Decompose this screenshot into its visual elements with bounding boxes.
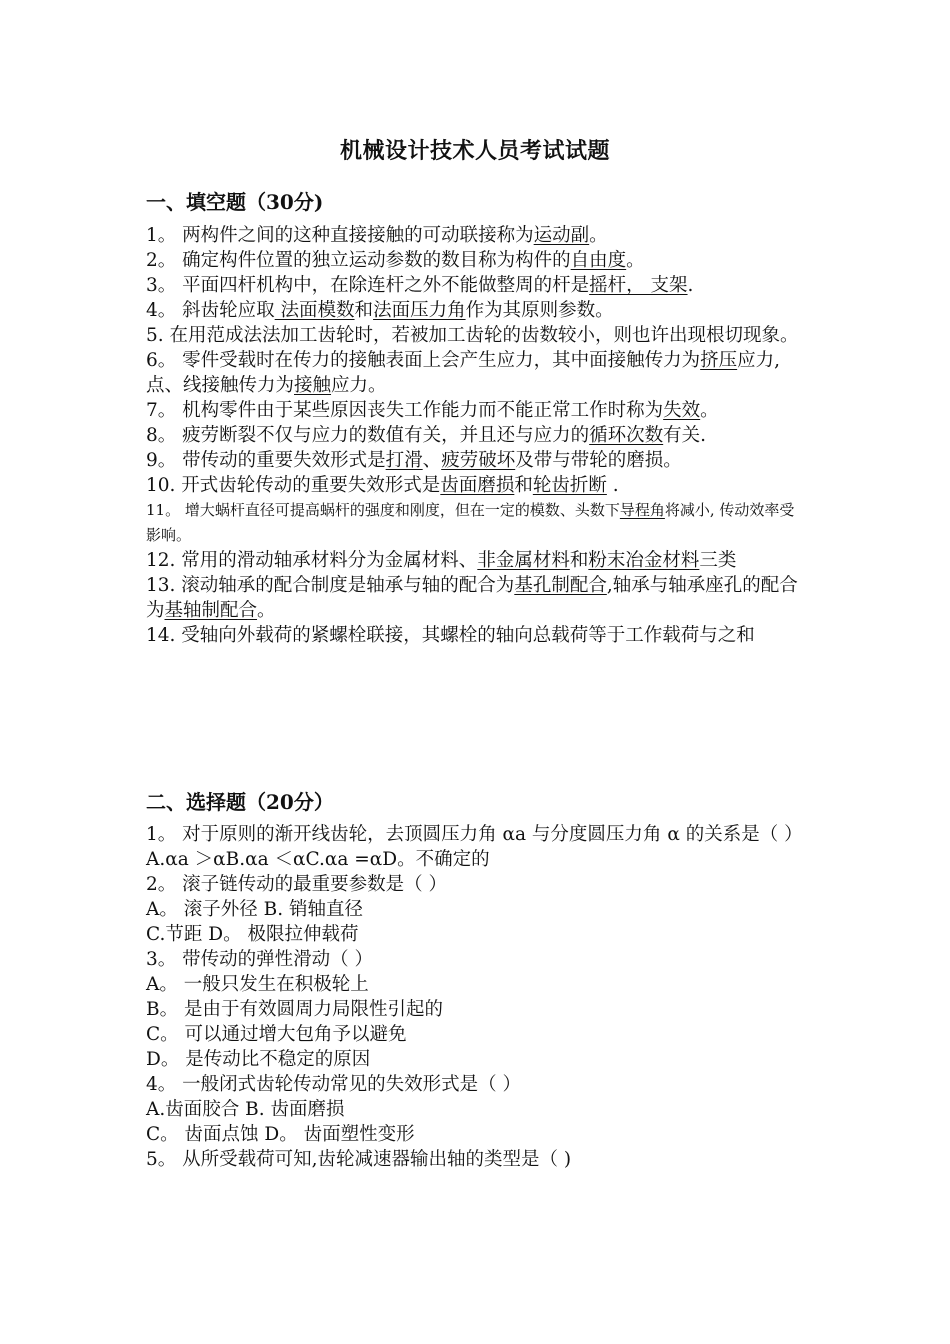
question-text: 和	[514, 475, 533, 496]
question-text: .	[606, 475, 619, 496]
question-text: 将减小, 传动效率受影响。	[146, 501, 795, 544]
choice-line: 2。 滚子链传动的最重要参数是（ ）	[146, 874, 448, 895]
answer-text: 粉末冶金材料	[588, 550, 700, 571]
question-text: 11。 增大蜗杆直径可提高蜗杆的强度和刚度，但在一定的模数、头数下	[146, 501, 620, 519]
question-text: 。	[257, 600, 276, 621]
choice-line: 1。 对于原则的渐开线齿轮，去顶圆压力角 αa 与分度圆压力角 α 的关系是（ ）	[146, 824, 803, 845]
question-text: 三类	[699, 550, 737, 571]
answer-text: 齿面磨损	[440, 475, 515, 496]
question-text: 1。 两构件之间的这种直接接触的可动联接称为	[146, 225, 534, 246]
question-text: 。	[700, 400, 719, 421]
question-text: 4。 斜齿轮应取	[146, 300, 275, 321]
question-text: 。	[589, 225, 608, 246]
answer-text: 失效	[663, 400, 701, 421]
question-item	[146, 223, 808, 248]
question-text: 及带与带轮的磨损。	[515, 450, 682, 471]
section-heading-multiple-choice: 二、选择题（20分）	[146, 790, 334, 814]
question-text: 5. 在用范成法法加工齿轮时，若被加工齿轮的齿数较小，则也许出现根切现象。	[146, 325, 799, 346]
fill-in-questions	[146, 223, 808, 648]
question-item	[146, 273, 808, 298]
question-item	[146, 573, 808, 623]
choice-line: A.αa ＞αB.αa ＜αC.αa =αD。不确定的	[146, 849, 490, 870]
question-text: 12. 常用的滑动轴承材料分为金属材料、	[146, 550, 478, 571]
choice-line: A。 一般只发生在积极轮上	[146, 974, 369, 995]
question-text: 和	[354, 300, 374, 321]
answer-text: 打滑	[385, 450, 423, 471]
multiple-choice-questions	[146, 822, 808, 1172]
choice-line: 4。 一般闭式齿轮传动常见的失效形式是（ ）	[146, 1074, 522, 1095]
answer-text: 基孔制配合	[514, 575, 607, 596]
answer-text: 运动副	[533, 225, 590, 246]
question-item	[146, 448, 808, 473]
choice-line: A。 滚子外径 B. 销轴直径	[146, 899, 363, 920]
question-item	[146, 548, 808, 573]
question-text: 和	[569, 550, 589, 571]
question-text: 。	[626, 250, 645, 271]
document-title: 机械设计技术人员考试试题	[339, 138, 610, 164]
choice-line: A.齿面胶合 B. 齿面磨损	[146, 1099, 345, 1120]
question-text: 作为其原则参数。	[465, 300, 614, 321]
question-item	[146, 398, 808, 423]
answer-text: 基轴制配合	[164, 600, 258, 621]
question-item	[146, 423, 808, 448]
question-text: 10. 开式齿轮传动的重要失效形式是	[146, 475, 441, 496]
question-text: 3。 平面四杆机构中，在除连杆之外不能做整周的杆是	[146, 275, 590, 296]
question-text: 13. 滚动轴承的配合制度是轴承与轴的配合为	[146, 575, 515, 596]
question-text: 9。 带传动的重要失效形式是	[146, 450, 386, 471]
question-item	[146, 248, 808, 273]
question-text: 6。 零件受载时在传力的接触表面上会产生应力，其中面接触传力为	[146, 350, 701, 371]
answer-text: 接触	[294, 375, 332, 396]
answer-text: 导程角	[619, 501, 665, 519]
question-item	[146, 498, 808, 548]
choice-line: C.节距 D。 极限拉伸载荷	[146, 924, 359, 945]
question-text: 应力。	[331, 375, 387, 396]
question-text: .	[687, 275, 694, 296]
question-text: 8。 疲劳断裂不仅与应力的数值有关，并且还与应力的	[146, 425, 590, 446]
question-text: 有关.	[663, 425, 707, 446]
answer-text: 法面压力角	[373, 300, 466, 321]
choice-line: C。 可以通过增大包角予以避免	[146, 1024, 407, 1045]
choice-line: 5。 从所受载荷可知,齿轮减速器输出轴的类型是（ )	[146, 1149, 572, 1170]
question-text: ,轴承与轴承座孔的配合为	[146, 575, 798, 621]
question-item	[146, 473, 808, 498]
answer-text: 自由度	[570, 250, 627, 271]
choice-line: 3。 带传动的弹性滑动（ ）	[146, 949, 374, 970]
answer-text: 轮齿折断	[532, 475, 607, 496]
answer-text: 法面模数	[274, 300, 355, 321]
question-item	[146, 348, 808, 398]
question-text: 14. 受轴向外载荷的紧螺栓联接，其螺栓的轴向总载荷等于工作载荷与之和	[146, 625, 755, 646]
choice-line: C。 齿面点蚀 D。 齿面塑性变形	[146, 1124, 415, 1145]
question-item	[146, 298, 808, 323]
question-text: 、	[422, 450, 442, 471]
answer-text: 非金属材料	[477, 550, 570, 571]
question-text: 2。 确定构件位置的独立运动参数的数目称为构件的	[146, 250, 571, 271]
section-heading-fill-in: 一、填空题（30分)	[146, 190, 324, 214]
answer-text: 循环次数	[589, 425, 664, 446]
choice-line: B。 是由于有效圆周力局限性引起的	[146, 999, 443, 1020]
question-text: 应力,点、线接触传力为	[146, 350, 781, 396]
answer-text: 挤压	[700, 350, 738, 371]
question-item	[146, 623, 808, 648]
choice-line: D。 是传动比不稳定的原因	[146, 1049, 371, 1070]
question-text: 7。 机构零件由于某些原因丧失工作能力而不能正常工作时称为	[146, 400, 664, 421]
answer-text: 疲劳破坏	[441, 450, 516, 471]
question-item	[146, 323, 808, 348]
answer-text: 摇杆， 支架	[589, 275, 688, 296]
